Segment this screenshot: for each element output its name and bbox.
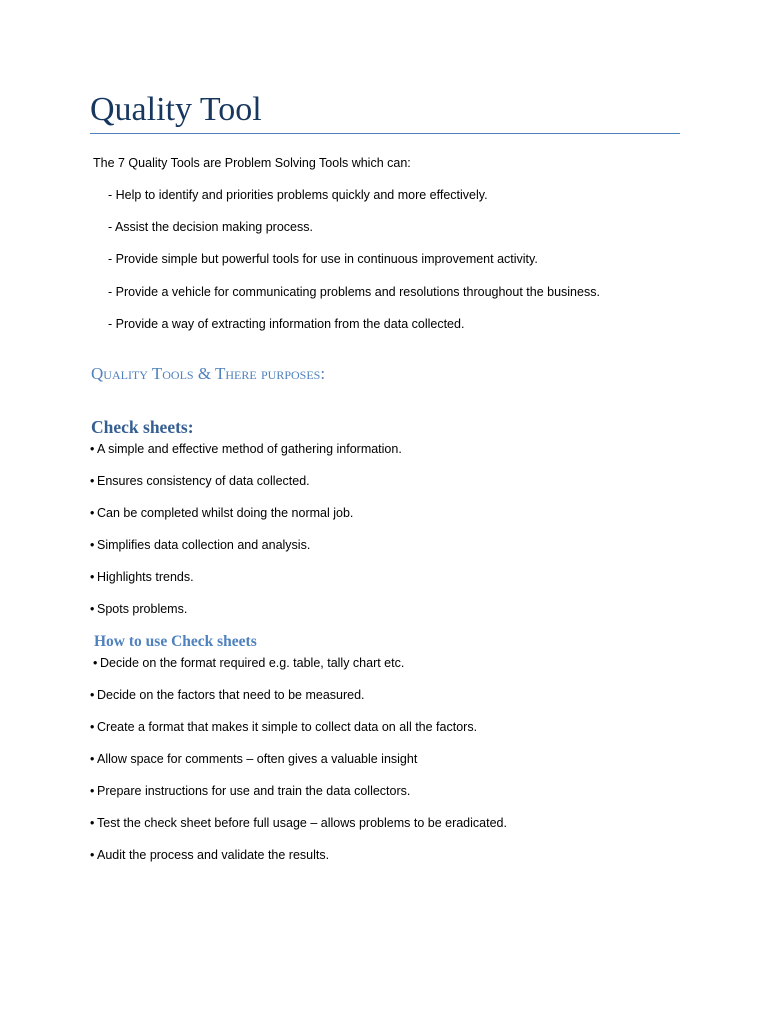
list-item-text: Prepare instructions for use and train the data collectors. [97, 784, 411, 798]
section-heading: Quality Tools & There purposes: [91, 364, 326, 383]
list-item [90, 505, 402, 537]
bullet-icon: • [90, 538, 95, 552]
list-item-text: Decide on the factors that need to be measured. [97, 688, 365, 702]
list-item [90, 473, 402, 505]
list-item-text: Allow space for comments – often gives a valuable insight [97, 752, 418, 766]
list-item [90, 601, 402, 633]
list-item-text: Spots problems. [97, 602, 188, 616]
list-item [90, 719, 507, 751]
list-item: - Provide a vehicle for communicating problems and resolutions throughout the business. [108, 284, 600, 299]
list-item [90, 751, 507, 783]
list-item-text: Test the check sheet before full usage – allows problems to be eradicated. [97, 816, 507, 830]
list-item-text: Can be completed whilst doing the normal job. [97, 506, 354, 520]
list-item: - Provide simple but powerful tools for use in continuous improvement activity. [108, 252, 538, 267]
list-item-text: Decide on the format required e.g. table, tally chart etc. [100, 656, 405, 670]
list-item-text: Simplifies data collection and analysis. [97, 538, 311, 552]
list-item: - Assist the decision making process. [108, 220, 313, 235]
list-item [90, 783, 507, 815]
list-item-text: Create a format that makes it simple to collect data on all the factors. [97, 720, 478, 734]
bullet-icon: • [90, 442, 95, 456]
page-title: Quality Tool [90, 91, 262, 128]
bullet-icon: • [90, 570, 95, 584]
list-item: - Provide a way of extracting information from the data collected. [108, 316, 465, 331]
bullet-icon: • [93, 656, 98, 670]
list-item-text: A simple and effective method of gathering information. [97, 442, 402, 456]
intro-text: The 7 Quality Tools are Problem Solving Tools which can: [93, 156, 411, 170]
bullet-icon: • [90, 720, 95, 734]
check-sheets-list [90, 441, 402, 633]
bullet-icon: • [90, 816, 95, 830]
check-sheets-heading: Check sheets: [91, 417, 194, 437]
list-item [90, 815, 507, 847]
bullet-icon: • [90, 688, 95, 702]
list-item [90, 847, 507, 879]
list-item-text: Audit the process and validate the results. [97, 848, 330, 862]
how-to-use-list [90, 655, 507, 879]
how-to-use-heading: How to use Check sheets [94, 633, 257, 650]
list-item-text: Highlights trends. [97, 570, 194, 584]
bullet-icon: • [90, 848, 95, 862]
bullet-icon: • [90, 602, 95, 616]
bullet-icon: • [90, 784, 95, 798]
bullet-icon: • [90, 474, 95, 488]
list-item [90, 655, 507, 687]
list-item-text: Ensures consistency of data collected. [97, 474, 310, 488]
bullet-icon: • [90, 506, 95, 520]
list-item [90, 569, 402, 601]
capabilities-list [108, 187, 600, 348]
list-item [90, 441, 402, 473]
list-item [90, 687, 507, 719]
list-item [90, 537, 402, 569]
bullet-icon: • [90, 752, 95, 766]
title-underline [90, 133, 680, 134]
list-item: - Help to identify and priorities problems quickly and more effectively. [108, 188, 488, 202]
